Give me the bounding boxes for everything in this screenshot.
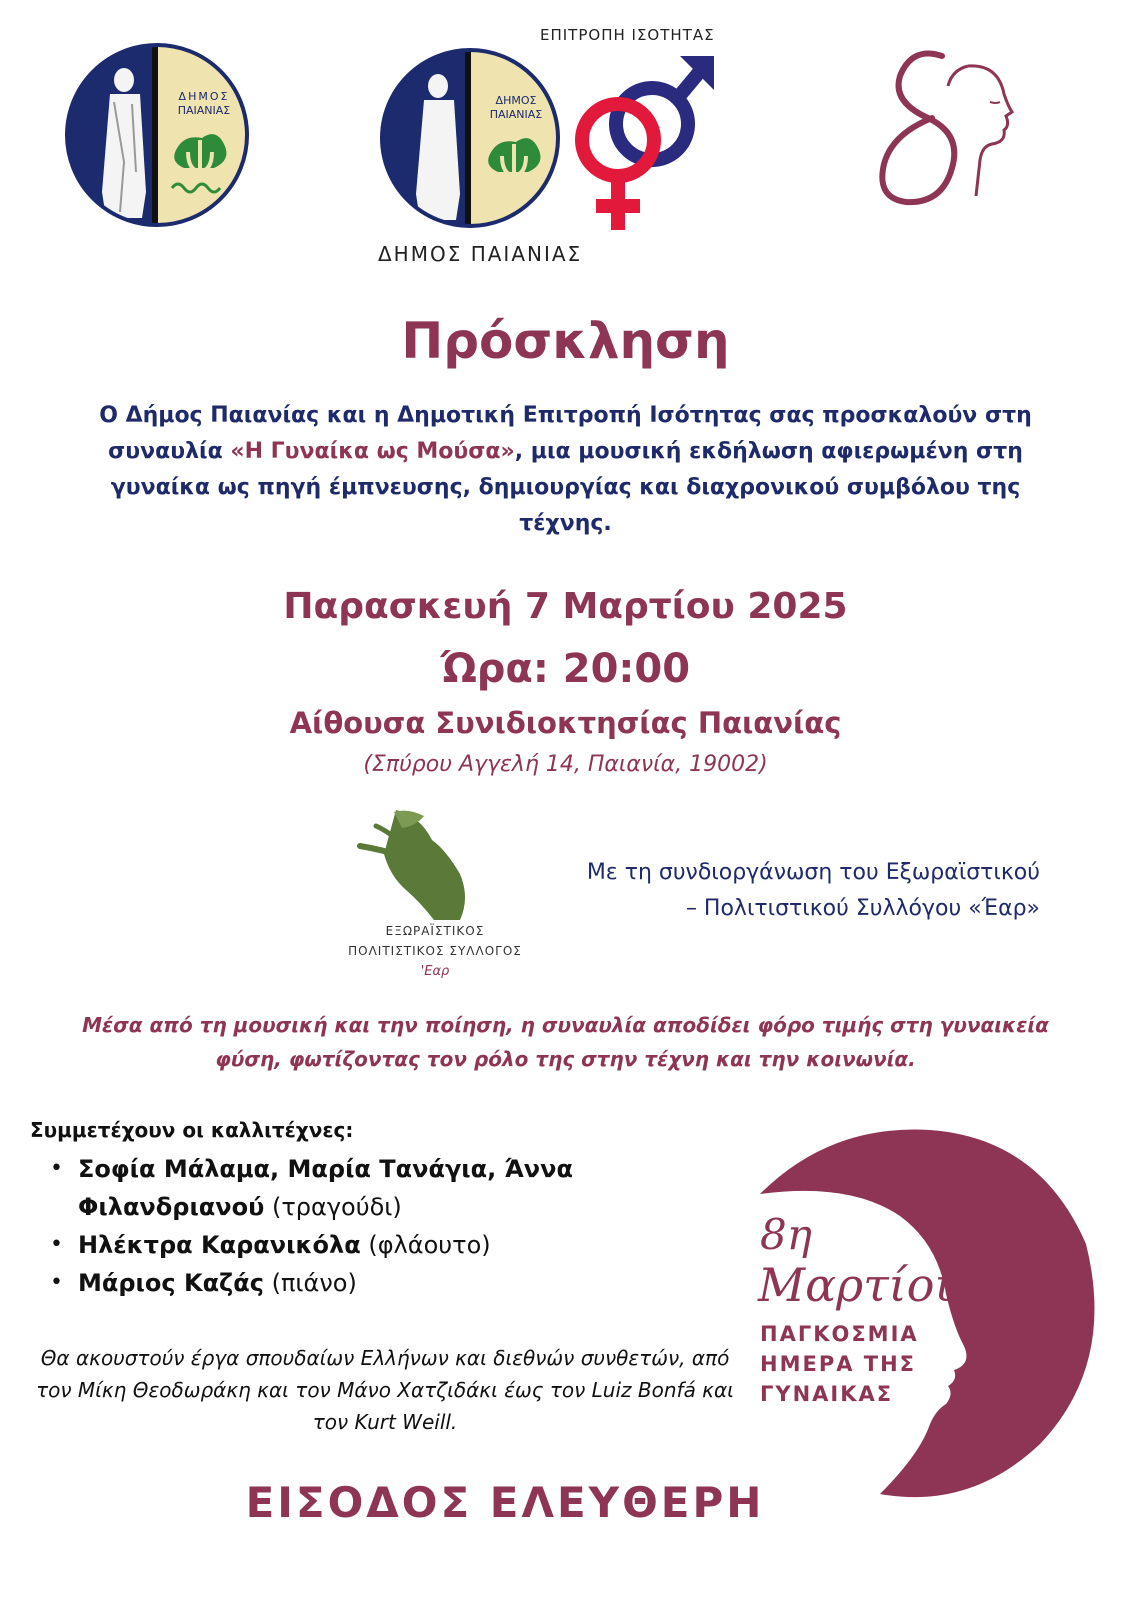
seal2-text-line1: ΔΗΜΟΣ <box>495 94 537 107</box>
intro-text-after: , μια μουσική εκδήλωση αφιερωμένη στη γυναίκα ως πηγή έμπνευσης, δημιουργίας και διαχρονικού συμβόλου της τέχνης. <box>110 439 1023 536</box>
co-organizer-line1: Με τη συνδιοργάνωση του Εξωραϊστικού <box>586 860 1040 885</box>
badge-line2: ΗΜΕΡΑ ΤΗΣ <box>760 1352 917 1376</box>
co-organizer-line2: – Πολιτιστικού Συλλόγου «Έαρ» <box>685 896 1040 921</box>
equality-committee-logo <box>380 48 720 238</box>
artist-role: (τραγούδι) <box>271 1193 402 1221</box>
seal2-text-line2: ΠΑΙΑΝΙΑΣ <box>489 108 543 121</box>
list-item <box>50 1150 650 1226</box>
artist-role: (φλάουτο) <box>368 1231 491 1259</box>
womens-day-badge <box>740 1124 1100 1504</box>
woman-profile-logo <box>872 46 1032 216</box>
free-entry-notice: ΕΙΣΟΔΟΣ ΕΛΕΥΘΕΡΗ <box>245 1478 765 1527</box>
intro-paragraph <box>80 398 1051 542</box>
event-venue: Αίθουσα Συνιδιοκτησίας Παιανίας <box>289 706 842 740</box>
artists-heading: Συμμετέχουν οι καλλιτέχνες: <box>30 1118 354 1142</box>
ear-logo-line2: ΠΟΛΙΤΙΣΤΙΚΟΣ ΣΥΛΛΟΓΟΣ <box>348 944 522 958</box>
seal-text-line2: ΠΑΙΑΝΙΑΣ <box>177 104 231 117</box>
badge-month: Μαρτίου <box>758 1258 963 1312</box>
artist-role: (πιάνο) <box>271 1269 357 1297</box>
committee-caption: ΕΠΙΤΡΟΠΗ ΙΣΟΤΗΤΑΣ <box>540 26 715 44</box>
artist-names: Σοφία Μάλαμα, Μαρία Τανάγια, Άννα Φιλανδριανού <box>78 1155 573 1221</box>
municipality-seal-logo <box>64 42 250 228</box>
badge-line3: ΓΥΝΑΙΚΑΣ <box>760 1382 894 1406</box>
badge-day: 8η <box>760 1210 812 1259</box>
works-paragraph: Θα ακουστούν έργα σπουδαίων Ελλήνων και διεθνών συνθετών, από τον Μίκη Θεοδωράκη και τον Μάνο Χατζιδάκι έως τον Luiz Bonfá και τον Kurt Weill. <box>36 1346 734 1434</box>
event-time: Ώρα: 20:00 <box>440 646 691 692</box>
event-address: (Σπύρου Αγγελή 14, Παιανία, 19002) <box>363 752 768 777</box>
list-item <box>50 1226 650 1264</box>
concert-title: «Η Γυναίκα ως Μούσα» <box>230 439 515 464</box>
intro-text-before: Ο Δήμος Παιανίας και η Δημοτική Επιτροπή Ισότητας σας προσκαλούν στη συναυλία <box>99 403 1032 464</box>
artist-names: Ηλέκτρα Καρανικόλα <box>78 1231 361 1259</box>
badge-line1: ΠΑΓΚΟΣΜΙΑ <box>760 1322 919 1346</box>
artist-names: Μάριος Καζάς <box>78 1269 264 1297</box>
ear-logo-line1: ΕΞΩΡΑΪΣΤΙΚΟΣ <box>385 924 485 938</box>
ear-logo-line3: 'Εαρ <box>420 964 450 979</box>
municipality-caption: ΔΗΜΟΣ ΠΑΙΑΝΙΑΣ <box>378 242 583 266</box>
ear-association-logo <box>350 806 490 922</box>
page-title: Πρόσκληση <box>401 312 730 370</box>
seal-text-line1: ΔΗΜΟΣ <box>178 90 230 103</box>
list-item <box>50 1264 650 1302</box>
tribute-paragraph: Μέσα από τη μουσική και την ποίηση, η συναυλία αποδίδει φόρο τιμής στη γυναικεία φύση, φωτίζοντας τον ρόλο της στην τέχνη και την κοινωνία. <box>82 1013 1049 1071</box>
event-date: Παρασκευή 7 Μαρτίου 2025 <box>283 586 848 627</box>
artists-list <box>50 1150 650 1302</box>
